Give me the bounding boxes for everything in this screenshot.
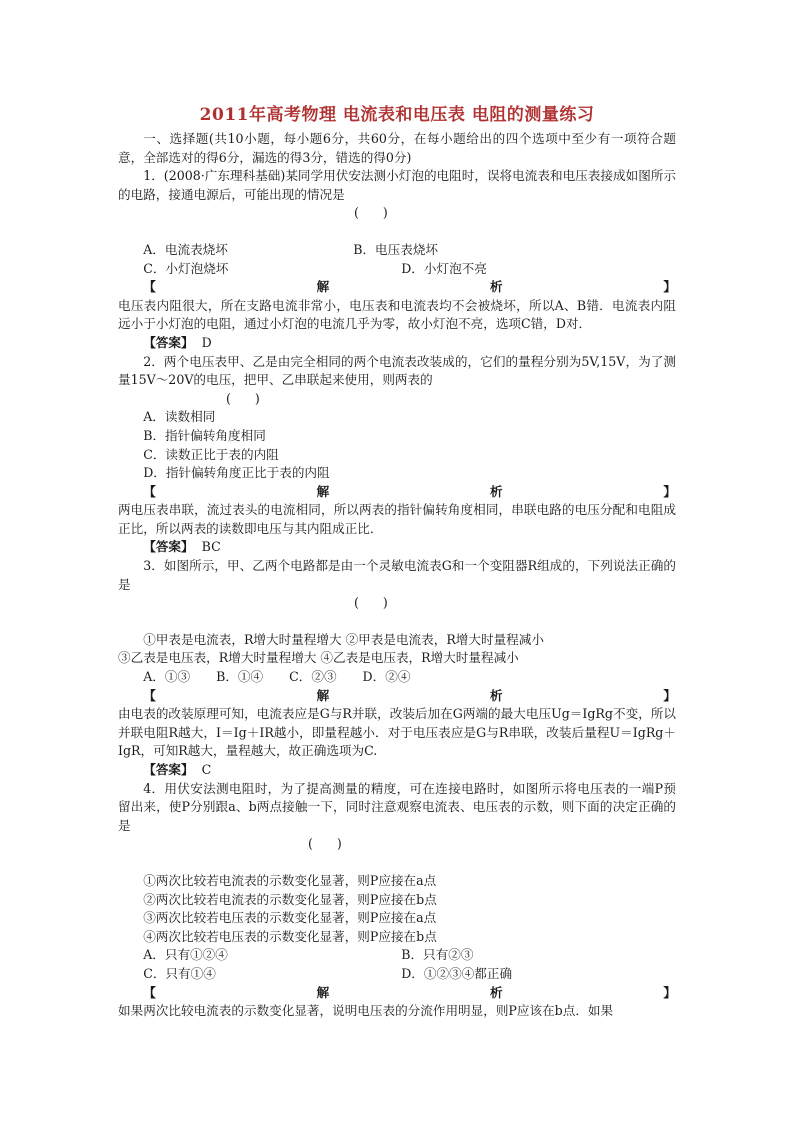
q4-item-1: ①两次比较若电流表的示数变化显著，则P应接在a点 — [143, 872, 437, 888]
q2-answer: 【答案】 BC — [143, 539, 221, 555]
q1-option-d: D．小灯泡不亮 — [401, 260, 487, 276]
q4-option-d: D．①②③④都正确 — [401, 965, 513, 981]
q4-analysis: 如果两次比较电流表的示数变化显著，说明电压表的分流作用明显，则P应该在b点．如果 — [118, 1003, 614, 1019]
q4-options-row2 — [118, 965, 676, 984]
q1-option-c: C．小灯泡烧坏 — [143, 260, 229, 276]
q3-option-b: B．①④ — [216, 669, 264, 685]
q3-options — [118, 668, 676, 687]
q2-stem: 2．两个电压表甲、乙是由完全相同的两个电流表改装成的，它们的量程分别为5V,15V，为了测量15V～20V的电压，把甲、乙串联起来使用，则两表的 — [118, 353, 676, 388]
q3-stem: 3．如图所示，甲、乙两个电路都是由一个灵敏电流表G和一个变阻器R组成的，下列说法正确的是 — [118, 558, 676, 592]
q3-option-d: D．②④ — [362, 669, 411, 685]
q2-blank: ( ) — [226, 390, 260, 406]
q3-option-a: A．①③ — [143, 669, 191, 685]
q4-option-a: A．只有①②④ — [143, 947, 228, 963]
q4-analysis-heading: 【 解 析 】 — [143, 984, 676, 1000]
q4-item-4: ④两次比较若电压表的示数变化显著，则P应接在b点 — [143, 928, 437, 944]
q1-blank: ( ) — [354, 205, 388, 221]
q3-items-line2: ③乙表是电压表，R增大时量程增大 ④乙表是电压表，R增大时量程减小 — [118, 650, 519, 666]
q3-analysis: 由电表的改装原理可知，电流表应是G与R并联，改装后加在G两端的最大电压Ug＝IgRg不变，所以并联电阻R越大，I＝Ig＋IR越小，即量程越小．对于电压表应是G与R串联，改装后量程U＝IgRg＋IgR，可知R越大，量程越大，故正确选项为C. — [118, 706, 676, 759]
q1-analysis: 电压表内阻很大，所在支路电流非常小，电压表和电流表均不会被烧坏，所以A、B错．电流表内阻远小于小灯泡的电阻，通过小灯泡的电流几乎为零，故小灯泡不亮，选项C错，D对． — [118, 297, 676, 332]
q1-analysis-heading: 【 解 析 】 — [143, 279, 676, 295]
q2-option-c: C．读数正比于表的内阻 — [143, 446, 279, 462]
q2-option-b: B．指针偏转角度相同 — [143, 427, 266, 443]
q3-blank: ( ) — [354, 595, 388, 611]
q1-options-row1 — [118, 241, 676, 260]
q4-blank: ( ) — [308, 836, 342, 852]
q4-option-b: B．只有②③ — [401, 947, 474, 963]
document-page — [118, 100, 676, 1021]
q4-options-row1 — [118, 946, 676, 965]
q4-item-3: ③两次比较若电压表的示数变化显著，则P应接在a点 — [143, 910, 437, 926]
q1-options-row2 — [118, 260, 676, 279]
q3-analysis-heading: 【 解 析 】 — [143, 687, 676, 703]
q1-stem: 1．(2008·广东理科基础)某同学用伏安法测小灯泡的电阻时，误将电流表和电压表接成如图所示的电路，接通电源后，可能出现的情况是 — [118, 168, 676, 202]
q1-answer: 【答案】 D — [143, 334, 212, 350]
q2-option-a: A．读数相同 — [143, 409, 216, 425]
q4-item-2: ②两次比较若电流表的示数变化显著，则P应接在b点 — [143, 891, 437, 907]
q2-option-d: D．指针偏转角度正比于表的内阻 — [143, 465, 330, 481]
q3-items-line1: ①甲表是电流表，R增大时量程增大 ②甲表是电流表，R增大时量程减小 — [143, 631, 544, 647]
q3-option-c: C．②③ — [289, 669, 337, 685]
q2-analysis: 两电压表串联，流过表头的电流相同，所以两表的指针偏转角度相同，串联电路的电压分配和电阻成正比，所以两表的读数即电压与其内阻成正比． — [118, 502, 676, 536]
q3-answer: 【答案】 C — [143, 762, 212, 777]
document-title: 2011年高考物理 电流表和电压表 电阻的测量练习 — [199, 105, 595, 125]
section-intro: 一、选择题(共10小题，每小题6分，共60分，在每小题给出的四个选项中至少有一项符合题意，全部选对的得6分，漏选的得3分，错选的得0分) — [118, 131, 676, 165]
q2-analysis-heading: 【 解 析 】 — [143, 483, 676, 499]
q4-stem: 4．用伏安法测电阻时，为了提高测量的精度，可在连接电路时，如图所示将电压表的一端P预留出来，使P分别跟a、b两点接触一下，同时注意观察电流表、电压表的示数，则下面的决定正确的是 — [118, 780, 676, 833]
q1-option-b: B．电压表烧坏 — [353, 241, 439, 257]
q4-option-c: C．只有①④ — [143, 965, 216, 981]
q1-option-a: A．电流表烧坏 — [143, 241, 228, 257]
